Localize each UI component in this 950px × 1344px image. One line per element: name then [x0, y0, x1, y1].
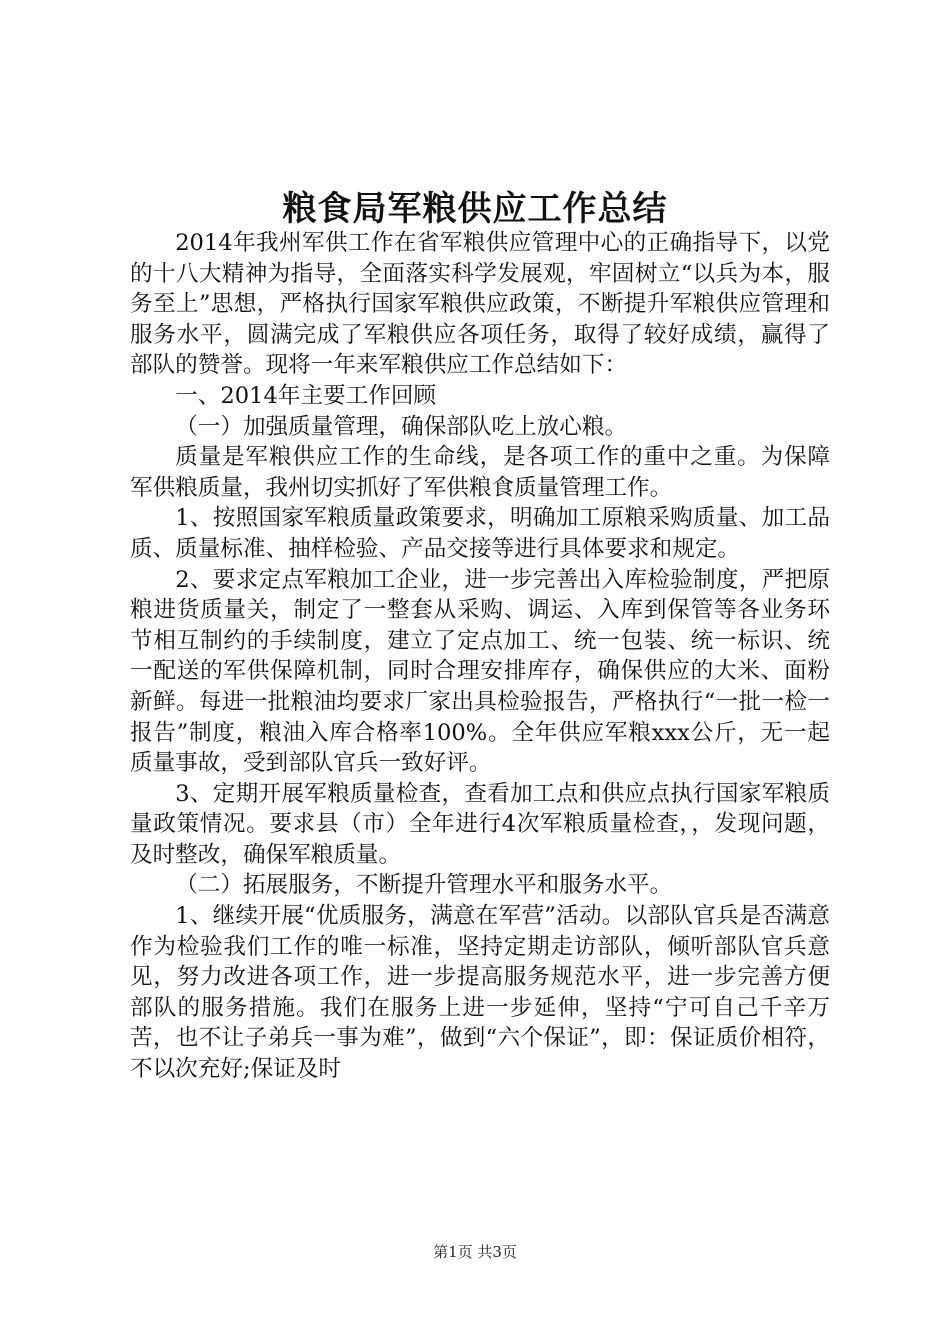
- paragraph-item-2: 2、要求定点军粮加工企业，进一步完善出入库检验制度，严把原粮进货质量关，制定了一整套从采购、调运、入库到保管等各业务环节相互制约的手续制度，建立了定点加工、统一包装、统一标识、统一配送的军供保障机制，同时合理安排库存，确保供应的大米、面粉新鲜。每进一批粮油均要求厂家出具检验报告，严格执行“一批一检一报告”制度，粮油入库合格率100%。全年供应军粮xxx公斤，无一起质量事故，受到部队官兵一致好评。: [130, 566, 830, 777]
- page-footer: 第1页 共3页: [433, 1243, 517, 1261]
- paragraph-quality: 质量是军粮供应工作的生命线，是各项工作的重中之重。为保障军供粮质量，我州切实抓好了军供粮食质量管理工作。: [130, 444, 830, 501]
- section-heading-1: 一、2014年主要工作回顾: [175, 382, 437, 409]
- subsection-heading-1: （一）加强质量管理，确保部队吃上放心粮。: [175, 413, 628, 440]
- paragraph-item-3: 3、定期开展军粮质量检查，查看加工点和供应点执行国家军粮质量政策情况。要求县（市）全年进行4次军粮质量检查，，发现问题，及时整改，确保军粮质量。: [130, 780, 830, 868]
- paragraph-intro: 2014年我州军供工作在省军粮供应管理中心的正确指导下，以党的十八大精神为指导，全面落实科学发展观，牢固树立“以兵为本，服务至上”思想，严格执行国家军粮供应政策，不断提升军粮供应管理和服务水平，圆满完成了军粮供应各项任务，取得了较好成绩，赢得了部队的赞誉。现将一年来军粮供应工作总结如下：: [130, 230, 830, 379]
- paragraph-item-1: 1、按照国家军粮质量政策要求，明确加工原粮采购质量、加工品质、质量标准、抽样检验、产品交接等进行具体要求和规定。: [130, 505, 830, 562]
- document-body: [130, 228, 830, 1085]
- subsection-heading-2: （二）拓展服务，不断提升管理水平和服务水平。: [175, 872, 673, 899]
- document-title: 粮食局军粮供应工作总结: [282, 189, 668, 229]
- paragraph-service-1: 1、继续开展“优质服务，满意在军营”活动。以部队官兵是否满意作为检验我们工作的唯一标准，坚持定期走访部队，倾听部队官兵意见，努力改进各项工作，进一步提高服务规范水平，进一步完善方便部队的服务措施。我们在服务上进一步延伸，坚持“宁可自己千辛万苦，也不让子弟兵一事为难”，做到“六个保证”，即：保证质价相符，不以次充好;保证及时: [130, 903, 830, 1083]
